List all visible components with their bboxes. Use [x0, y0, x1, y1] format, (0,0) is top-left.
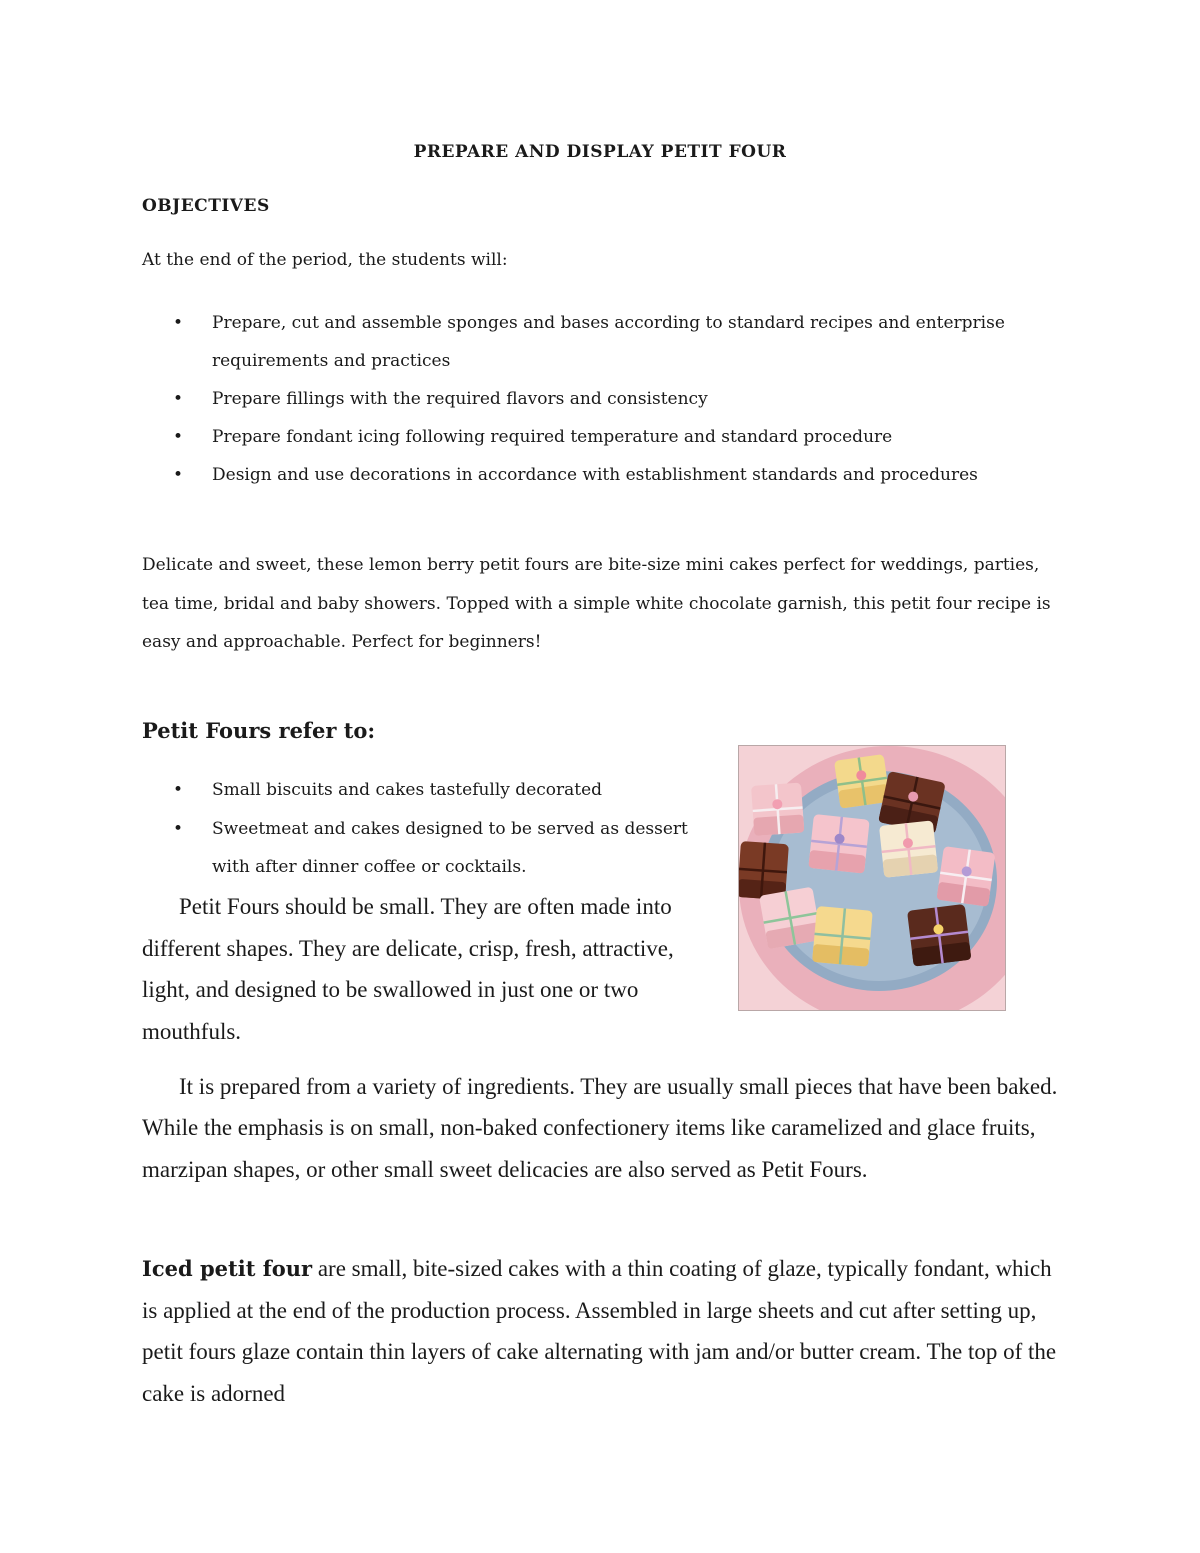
petit-fours-photo: [738, 745, 1006, 1011]
description-paragraph: Delicate and sweet, these lemon berry petit fours are bite-size mini cakes perfect for weddings, parties, tea time, bridal and baby showers. Topped with a simple white chocolate garnish, this petit four recipe is easy and approachable. Perfect for beginners!: [142, 555, 1051, 652]
cake-yellow-bottom: [812, 906, 873, 967]
refer-text: Sweetmeat and cakes designed to be served as dessert with after dinner coffee or cocktails.: [212, 818, 688, 877]
bullet-icon: •: [173, 389, 184, 409]
iced-petit-four-paragraph: [142, 1248, 1072, 1414]
cake-cream-right: [879, 820, 938, 877]
objective-text: Prepare, cut and assemble sponges and bases according to standard recipes and enterprise requirements and practices: [212, 313, 1005, 371]
cake-pink-bottom: [759, 887, 822, 950]
cake-chocolate-left: [739, 841, 789, 900]
bullet-icon: •: [173, 427, 184, 447]
list-item: [142, 418, 1062, 456]
bullet-icon: •: [173, 465, 184, 485]
list-item: [142, 771, 722, 810]
objective-text: Prepare fillings with the required flavors and consistency: [212, 389, 708, 409]
ingredients-paragraph: It is prepared from a variety of ingredients. They are usually small pieces that have been baked. While the emphasis is on small, non-baked confectionery items like caramelized and glace fruits, marzipan shapes, or other small sweet delicacies are also served as Petit Fours.: [142, 1074, 1058, 1182]
cake-pink-right: [936, 846, 995, 907]
objectives-intro: At the end of the period, the students will:: [142, 250, 508, 270]
iced-petit-four-text: are small, bite-sized cakes with a thin coating of glaze, typically fondant, which is applied at the end of the production process. Assembled in large sheets and cut after setting up, petit fours glaze contain thin layers of cake alternating with jam and/or butter cream. The top of the cake is adorned: [142, 1256, 1057, 1406]
objective-text: Prepare fondant icing following required temperature and standard procedure: [212, 427, 893, 447]
cake-pink-center: [808, 814, 869, 874]
petit-fours-illustration: [739, 746, 1006, 1011]
bullet-icon: •: [173, 818, 184, 839]
refer-heading: Petit Fours refer to:: [142, 718, 376, 743]
bullet-icon: •: [173, 313, 184, 333]
objective-text: Design and use decorations in accordance with establishment standards and procedures: [212, 465, 978, 485]
list-item: [142, 304, 1062, 380]
refer-text: Small biscuits and cakes tastefully decorated: [212, 780, 603, 800]
list-item: [142, 456, 1062, 494]
cake-yellow-top: [834, 754, 890, 808]
objectives-list: [142, 304, 1062, 494]
list-item: [142, 810, 722, 887]
iced-petit-four-term: Iced petit four: [142, 1256, 313, 1281]
cake-chocolate-bottom: [907, 904, 971, 967]
refer-list: [142, 771, 722, 887]
list-item: [142, 380, 1062, 418]
document-title: PREPARE AND DISPLAY PETIT FOUR: [413, 142, 787, 162]
cake-pink-left: [751, 783, 804, 836]
bullet-icon: •: [173, 780, 184, 800]
objectives-heading: OBJECTIVES: [142, 196, 270, 216]
small-size-paragraph: Petit Fours should be small. They are often made into different shapes. They are delicate, crisp, fresh, attractive, light, and designed to be swallowed in just one or two mouthfuls.: [142, 894, 674, 1044]
